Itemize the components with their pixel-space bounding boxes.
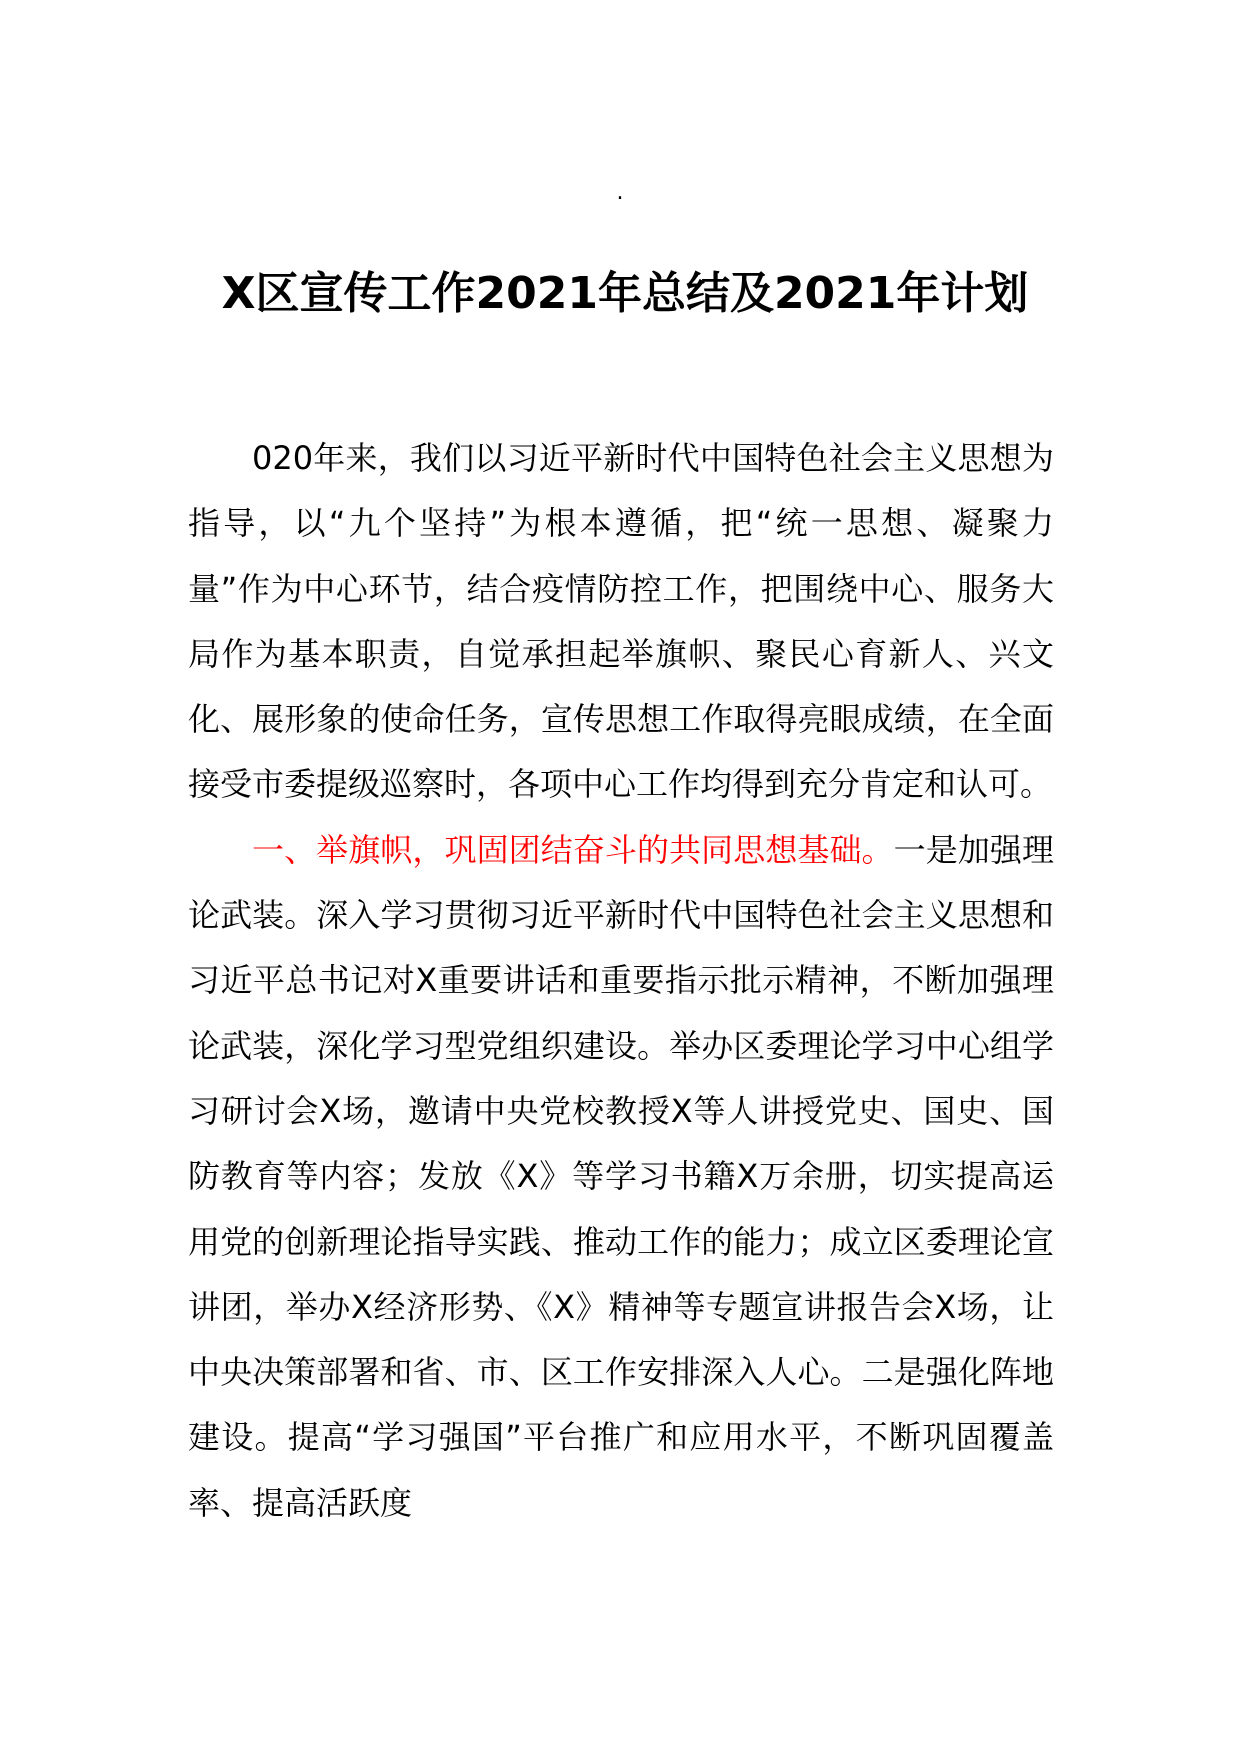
header-mark: . <box>616 180 624 205</box>
section-1-heading: 一、举旗帜，巩固团结奋斗的共同思想基础。 <box>252 830 894 869</box>
section-1-body: 一是加强理论武装。深入学习贯彻习近平新时代中国特色社会主义思想和习近平总书记对X重要讲话和重要指示批示精神，不断加强理论武装，深化学习型党组织建设。举办区委理论学习中心组学习研讨会X场，邀请中央党校教授X等人讲授党史、国史、国防教育等内容；发放《X》等学习书籍X万余册，切实提高运用党的创新理论指导实践、推动工作的能力；成立区委理论宣讲团，举办X经济形势、《X》精神等专题宣讲报告会X场，让中央决策部署和省、市、区工作安排深入人心。二是强化阵地建设。提高“学习强国”平台推广和应用水平，不断巩固覆盖率、提高活跃度 <box>188 830 1054 1522</box>
section-1-paragraph <box>188 818 1054 1536</box>
document-title: X区宣传工作2021年总结及2021年计划 <box>221 268 1029 319</box>
intro-paragraph: 020年来，我们以习近平新时代中国特色社会主义思想为指导，以“九个坚持”为根本遵循，把“统一思想、凝聚力量”作为中心环节，结合疫情防控工作，把围绕中心、服务大局作为基本职责，自觉承担起举旗帜、聚民心育新人、兴文化、展形象的使命任务，宣传思想工作取得亮眼成绩，在全面接受市委提级巡察时，各项中心工作均得到充分肯定和认可。 <box>188 439 1054 804</box>
document-body <box>188 426 1054 1536</box>
